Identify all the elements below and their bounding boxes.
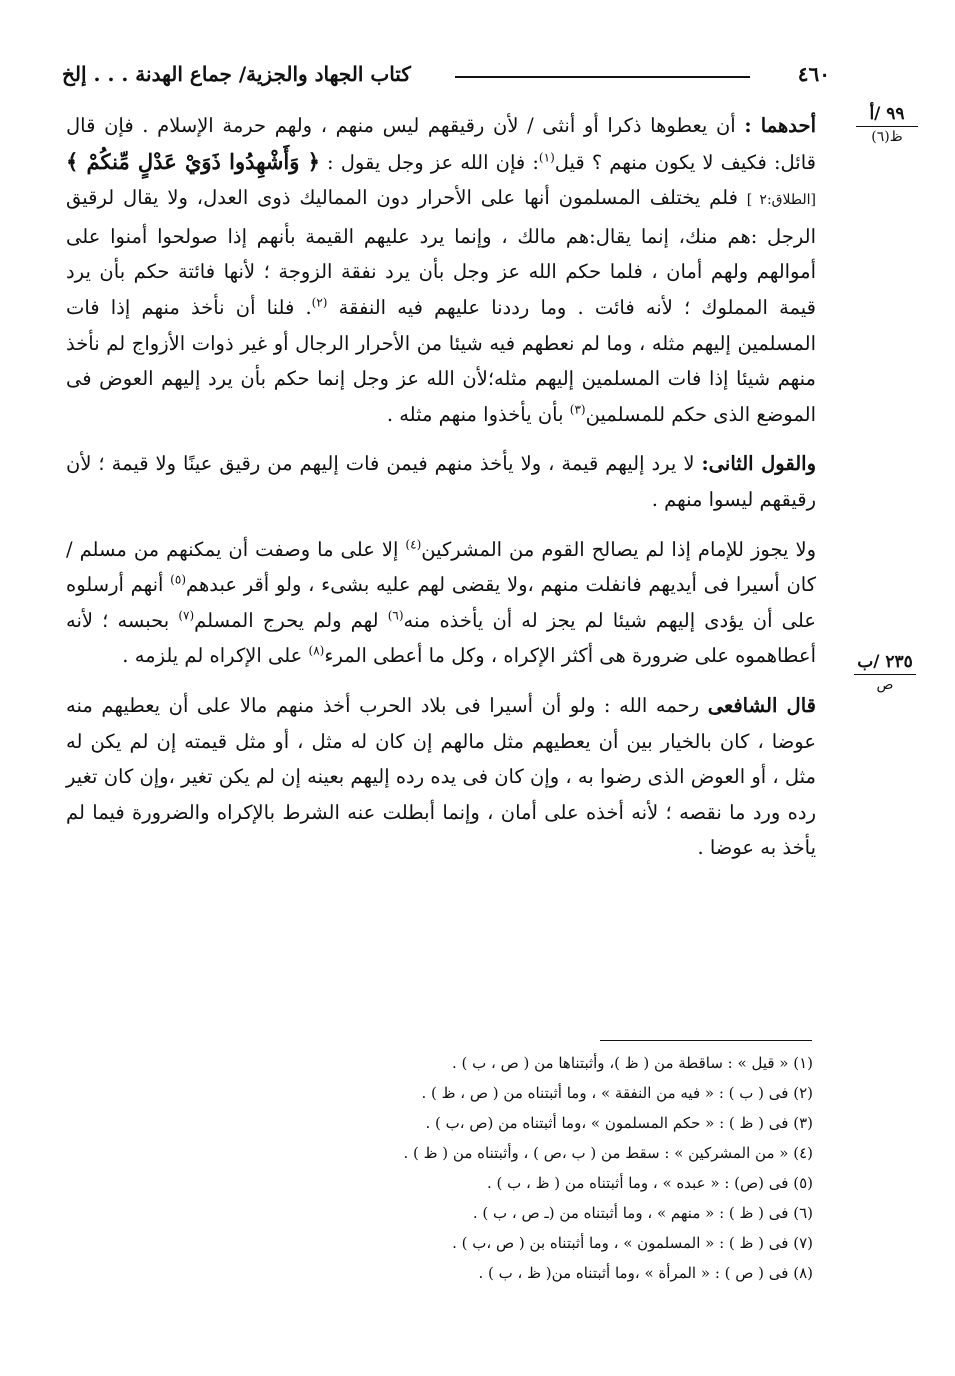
paragraph-label: أحدهما : [744, 114, 816, 137]
running-title: كتاب الجهاد والجزية/ جماع الهدنة . . . إلخ [62, 62, 411, 86]
footnote-item: (٨) فى ( ص ) : « المرأة » ،وما أثبتناه من( ظ ، ب ) . [478, 1264, 813, 1282]
paragraph-3 [66, 532, 816, 674]
paragraph-text: لهم ولم يحرج المسلم [194, 608, 379, 632]
main-text [66, 108, 816, 880]
paragraph-1 [66, 108, 816, 432]
footnote-rule [600, 1040, 812, 1041]
footnote-item: (٣) فى ( ظ ) : « حكم المسلمون » ،وما أثبتناه من (ص ،ب ) . [425, 1114, 813, 1132]
paragraph-text: إلا على ما وصفت أن يمكنهم من مسلم / كان أسيرا فى أيديهم فانفلت منهم ،ولا يقضى لهم عليه بشىء ، ولو أقر عبدهم [66, 537, 816, 597]
quran-verse: ﴿ وَأَشْهِدُوا ذَوَيْ عَدْلٍ مِّنكُمْ ﴾ [66, 148, 320, 174]
paragraph-label: قال الشافعى [707, 693, 816, 717]
paragraph-text: أن يعطوها ذكرا أو أنثى / لأن رقيقهم ليس منهم ، ولهم حرمة الإسلام . فإن قال قائل: فكيف لا يكون منهم ؟ قيل [66, 114, 816, 174]
paragraph-text: : فإن الله عز وجل يقول : [327, 150, 539, 174]
footnote-ref[interactable]: (٢) [311, 295, 328, 310]
paragraph-text: على الإكراه لم يلزمه . [122, 644, 303, 668]
margin-note-folio: ٩٩ /أ [869, 104, 905, 124]
margin-note-rule [856, 126, 918, 127]
footnote-item: (٥) فى (ص) : « عبده » ، وما أثبتناه من ( ظ ، ب ) . [487, 1174, 813, 1192]
paragraph-text: بحبسه ؛ لأنه أعطاهموه على ضرورة هى أكثر الإكراه ، وكل ما أعطى المرء [66, 608, 816, 668]
footnotes [293, 1048, 813, 1288]
footnote-item: (٦) فى ( ظ ) : « منهم » ، وما أثبتناه من (ـ ص ، ب ) . [472, 1204, 813, 1222]
footnote-ref[interactable]: (١) [538, 150, 555, 165]
footnote-item: (٧) فى ( ظ ) : « المسلمون » ، وما أثبتناه بن ( ص ،ب ) . [452, 1234, 813, 1252]
paragraph-label: والقول الثانى: [701, 452, 817, 476]
paragraph-text: رحمه الله : ولو أن أسيرا فى بلاد الحرب أخذ منهم مالا على أن يعطيهم منه عوضا ، كان بالخيار بين أن يعطيهم مثل مالهم إن كان له مثل ، أو مثل قيمته إن لم يكن له مثل ، أو العوض الذى رضوا به ، وإن كان فى يده رده إليهم بعينه إن لم يكن تغير ،وإن كان تغير رده ورد ما نقصه ؛ لأنه أخذه على أمان ، وإنما أبطلت عنه الشرط بالإكراه والضرورة فيما لم يأخذ به عوضا . [66, 693, 816, 860]
margin-note-rule [854, 674, 916, 675]
footnote-item: (٤) « من المشركين » : سقط من ( ب ،ص ) ، وأثبتناه من ( ظ ) . [403, 1144, 813, 1162]
footnote-ref[interactable]: (٣) [569, 402, 586, 417]
margin-note-folio: ٢٣٥ /ب [857, 652, 913, 672]
margin-note-manuscript-2 [850, 652, 920, 693]
footnote-ref[interactable]: (٨) [308, 643, 325, 658]
footnote-ref[interactable]: (٤) [405, 537, 422, 552]
paragraph-2 [66, 446, 816, 517]
margin-note-source: ص [876, 677, 894, 693]
paragraph-text: . فلنا أن نأخذ منهم إذا فات المسلمين إليهم مثله ، وما لم نعطهم فيه شيئا من الأحرار الرجال أو غير ذوات الأزواج لم نأخذ منهم شيئا إذا فات المسلمين إليهم مثله؛لأن الله عز وجل إنما حكم بأن يرد إليهم العوض فى الموضع الذى حكم للمسلمين [66, 295, 816, 426]
paragraph-text: فلم يختلف المسلمون أنها على الأحرار دون المماليك ذوى العدل، ولا يقال لرقيق الرجل :هم منك، إنما يقال:هم مالك ، وإنما يرد عليهم القيمة بأنهم إذا صولحوا أمنوا على أموالهم ولهم أمان ، فلما حكم الله عز وجل بأن يرد نفقة الزوجة ؛ لأنها فائتة حكم بأن يرد قيمة المملوك ؛ لأنه فائت . وما رددنا عليهم فيه النفقة [66, 186, 817, 319]
margin-note-manuscript-1 [852, 104, 922, 145]
verse-reference: [الطلاق:٢ ] [746, 192, 816, 209]
footnote-ref[interactable]: (٦) [387, 608, 404, 623]
page-number: ٤٦٠ [797, 62, 830, 86]
footnote-item: (١) « قيل » : ساقطة من ( ظ )، وأثبتناها من ( ص ، ب ) . [451, 1054, 813, 1072]
paragraph-text: أنهم أرسلوه على أن يؤدى إليهم شيئا لم يجز له أن يأخذه منه [66, 573, 817, 632]
paragraph-text: بأن يأخذوا منهم مثله . [386, 402, 564, 426]
header-rule [455, 76, 750, 78]
paragraph-4 [66, 688, 816, 866]
footnote-ref[interactable]: (٧) [178, 608, 195, 623]
margin-note-source: ظ(٦) [871, 129, 903, 145]
paragraph-text: ولا يجوز للإمام إذا لم يصالح القوم من المشركين [421, 537, 816, 561]
paragraph-text: لا يرد إليهم قيمة ، ولا يأخذ منهم فيمن فات إليهم من رقيق عينًا ولا قيمة ؛ لأن رقيقهم ليسوا منهم . [66, 452, 816, 511]
footnote-item: (٢) فى ( ب ) : « فيه من النفقة » ، وما أثبتناه من ( ص ، ظ ) . [421, 1084, 813, 1102]
footnote-ref[interactable]: (٥) [170, 572, 186, 587]
